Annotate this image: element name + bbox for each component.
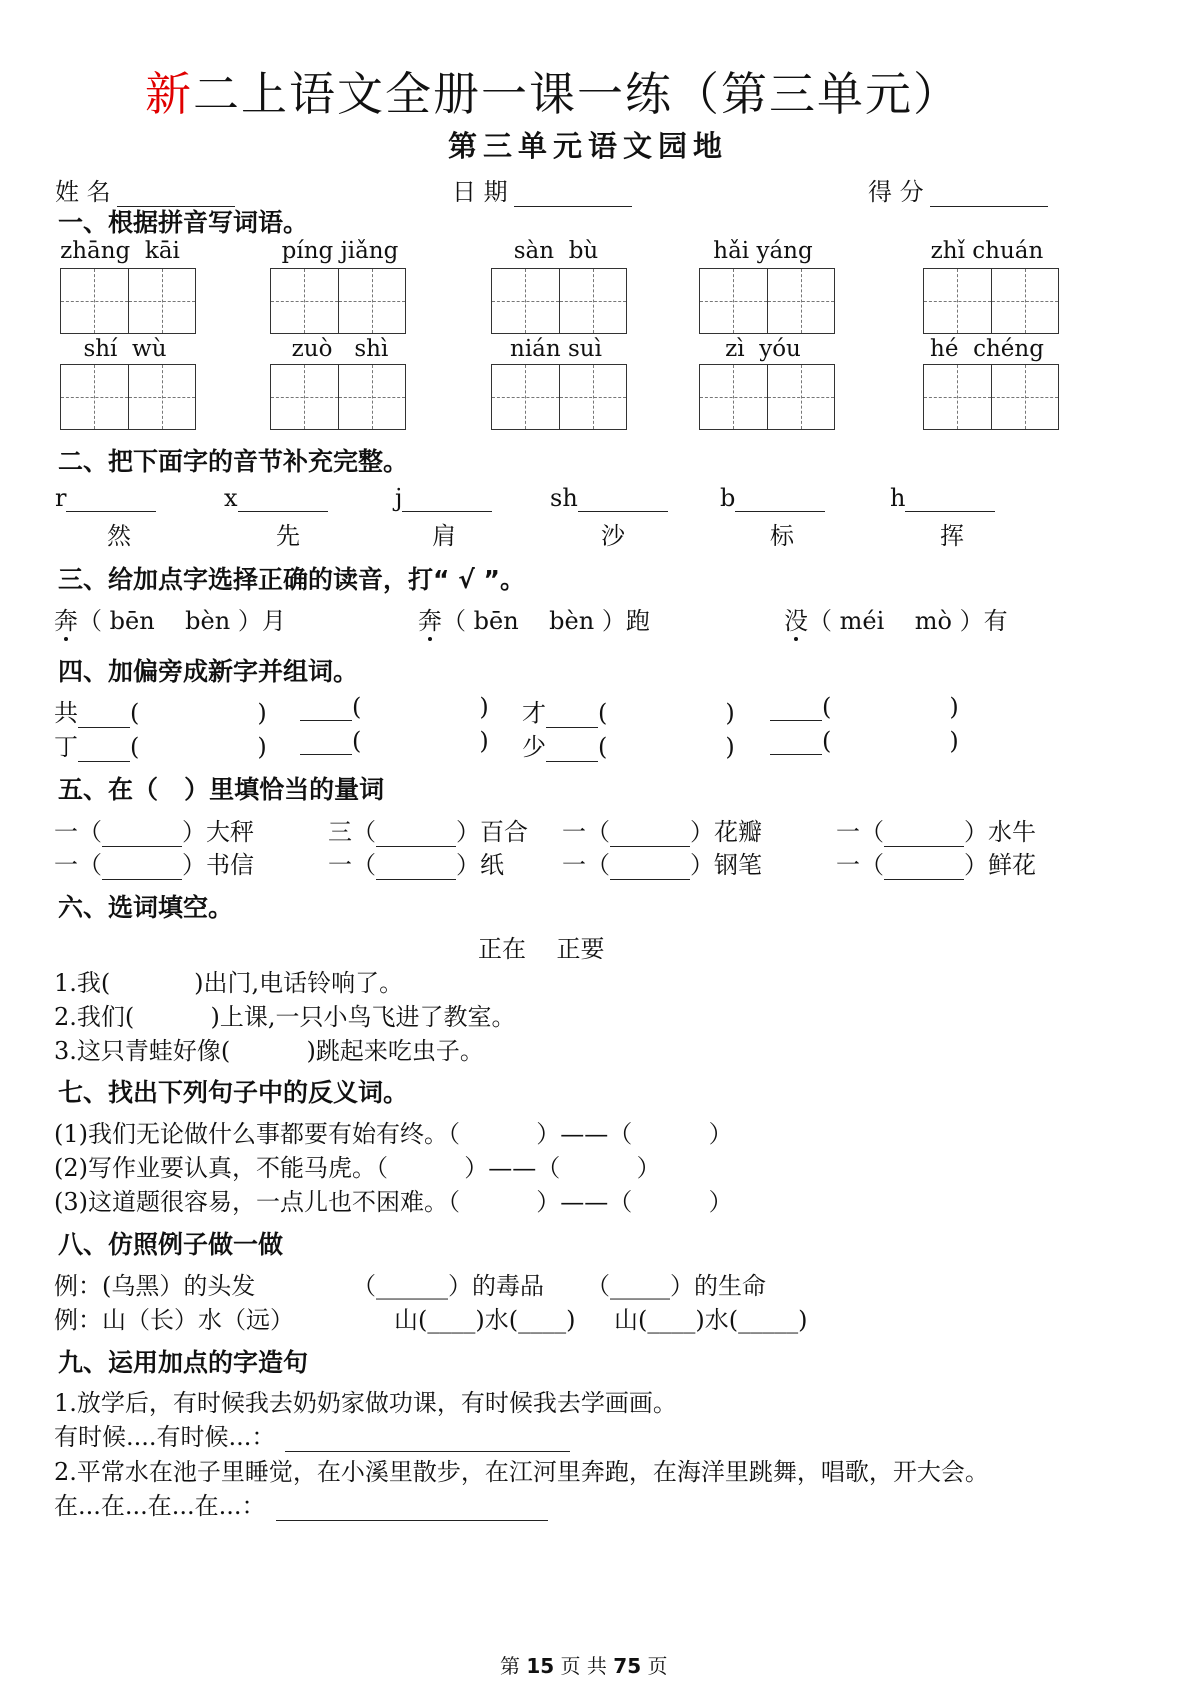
title-highlight: 新 — [145, 67, 193, 121]
title-text: 二上语文全册一课一练（第三单元） — [193, 67, 961, 121]
page-subtitle: 第三单元语文园地 — [448, 129, 729, 163]
section-9-heading: 九、运用加点的字造句 — [58, 1348, 309, 1377]
radical-item[interactable]: 丁 ( ) — [54, 733, 267, 761]
score-label: 得 分 — [868, 178, 924, 206]
radical-item[interactable]: 共 ( ) — [54, 699, 267, 727]
section-7-heading: 七、找出下列句子中的反义词。 — [58, 1078, 409, 1107]
sentence-prompt[interactable]: 在...在...在...在...： — [54, 1486, 548, 1521]
pinyin-label: zuò shì — [291, 336, 389, 362]
imitate-blank[interactable]: （_____）的生命 — [586, 1272, 766, 1300]
section-8-heading: 八、仿照例子做一做 — [58, 1230, 284, 1259]
pinyin-label: zhǐ chuán — [930, 238, 1044, 264]
syllable-blank[interactable]: h — [890, 484, 995, 512]
measure-word-item[interactable]: 一（ ）水牛 — [836, 818, 1036, 846]
measure-word-item[interactable]: 一（ ）书信 — [54, 851, 254, 879]
imitate-example: 例：山（长）水（远） — [54, 1306, 294, 1334]
pinyin-label: zì yóu — [725, 336, 801, 362]
imitate-blank[interactable]: 山(____)水(____) — [394, 1306, 576, 1334]
pinyin-label: hé chéng — [930, 336, 1044, 362]
syllable-blank[interactable]: x — [224, 484, 328, 512]
writing-grid[interactable] — [699, 268, 835, 334]
radical-item[interactable]: ( ) — [770, 727, 959, 755]
antonym-item[interactable]: (2)写作业要认真，不能马虎。（ ）——（ ） — [54, 1154, 661, 1182]
pinyin-label: píng jiǎng — [281, 238, 399, 264]
imitate-example: 例：(乌黑）的头发 — [54, 1272, 256, 1300]
page-title — [145, 58, 961, 124]
section-1-heading: 一、根据拼音写词语。 — [58, 208, 309, 237]
writing-grid[interactable] — [270, 364, 406, 430]
example-sentence: 2.平常水在池子里睡觉，在小溪里散步，在江河里奔跑，在海洋里跳舞，唱歌，开大会。 — [54, 1458, 989, 1486]
reading-choice[interactable]: 奔（ bēn bèn ）跑 — [418, 607, 650, 635]
radical-item[interactable]: ( ) — [300, 727, 489, 755]
writing-grid[interactable] — [699, 364, 835, 430]
syllable-blank[interactable]: r — [55, 484, 156, 512]
syllable-char: 沙 — [601, 522, 625, 550]
page-number: 第 15 页 共 75 页 — [500, 1654, 668, 1678]
reading-choice[interactable]: 没（ méi mò ）有 — [784, 607, 1008, 635]
measure-word-item[interactable]: 一（ ）钢笔 — [562, 851, 762, 879]
fill-sentence[interactable]: 1.我( )出门,电话铃响了。 — [54, 969, 404, 997]
radical-item[interactable]: 少 ( ) — [522, 733, 735, 761]
syllable-char: 然 — [107, 522, 131, 550]
section-2-heading: 二、把下面字的音节补充完整。 — [58, 447, 409, 476]
pinyin-label: shí wù — [83, 336, 167, 362]
antonym-item[interactable]: (3)这道题很容易，一点儿也不困难。（ ）——（ ） — [54, 1188, 733, 1216]
measure-word-item[interactable]: 一（ ）纸 — [328, 851, 504, 879]
syllable-blank[interactable]: b — [720, 484, 825, 512]
radical-item[interactable]: ( ) — [770, 693, 959, 721]
name-field[interactable] — [55, 172, 235, 207]
section-4-heading: 四、加偏旁成新字并组词。 — [58, 657, 359, 686]
reading-choice[interactable]: 奔（ bēn bèn ）月 — [54, 607, 286, 635]
score-field[interactable] — [868, 172, 1048, 207]
measure-word-item[interactable]: 三（ ）百合 — [328, 818, 528, 846]
date-field[interactable] — [452, 172, 632, 207]
fill-sentence[interactable]: 2.我们( )上课,一只小鸟飞进了教室。 — [54, 1003, 516, 1031]
radical-item[interactable]: 才 ( ) — [522, 699, 735, 727]
syllable-blank[interactable]: j — [395, 484, 492, 512]
fill-sentence[interactable]: 3.这只青蛙好像( )跳起来吃虫子。 — [54, 1037, 484, 1065]
writing-grid[interactable] — [60, 268, 196, 334]
measure-word-item[interactable]: 一（ ）花瓣 — [562, 818, 762, 846]
pinyin-label: nián suì — [510, 336, 602, 362]
writing-grid[interactable] — [923, 364, 1059, 430]
example-sentence: 1.放学后，有时候我去奶奶家做功课，有时候我去学画画。 — [54, 1389, 677, 1417]
sentence-prompt[interactable]: 有时候....有时候...： — [54, 1417, 570, 1452]
writing-grid[interactable] — [923, 268, 1059, 334]
writing-grid[interactable] — [491, 268, 627, 334]
syllable-char: 肩 — [432, 522, 456, 550]
writing-grid[interactable] — [60, 364, 196, 430]
measure-word-item[interactable]: 一（ ）大秤 — [54, 818, 254, 846]
syllable-char: 先 — [276, 522, 300, 550]
pinyin-label: sàn bù — [513, 238, 599, 264]
word-options: 正在 正要 — [478, 935, 605, 963]
pinyin-label: hǎi yáng — [713, 238, 813, 264]
radical-item[interactable]: ( ) — [300, 693, 489, 721]
syllable-char: 挥 — [940, 522, 964, 550]
date-label: 日 期 — [452, 178, 508, 206]
imitate-blank[interactable]: （______）的毒品 — [352, 1272, 544, 1300]
pinyin-label: zhāng kāi — [60, 238, 180, 264]
name-label: 姓 名 — [55, 178, 111, 206]
imitate-blank[interactable]: 山(____)水(_____) — [614, 1306, 808, 1334]
writing-grid[interactable] — [270, 268, 406, 334]
section-5-heading: 五、在（ ）里填恰当的量词 — [58, 775, 385, 804]
writing-grid[interactable] — [491, 364, 627, 430]
section-6-heading: 六、选词填空。 — [58, 893, 234, 922]
measure-word-item[interactable]: 一（ ）鲜花 — [836, 851, 1036, 879]
syllable-blank[interactable]: sh — [550, 484, 668, 512]
section-3-heading: 三、给加点字选择正确的读音，打“ √ ”。 — [58, 565, 525, 594]
syllable-char: 标 — [770, 522, 794, 550]
antonym-item[interactable]: (1)我们无论做什么事都要有始有终。（ ）——（ ） — [54, 1120, 733, 1148]
